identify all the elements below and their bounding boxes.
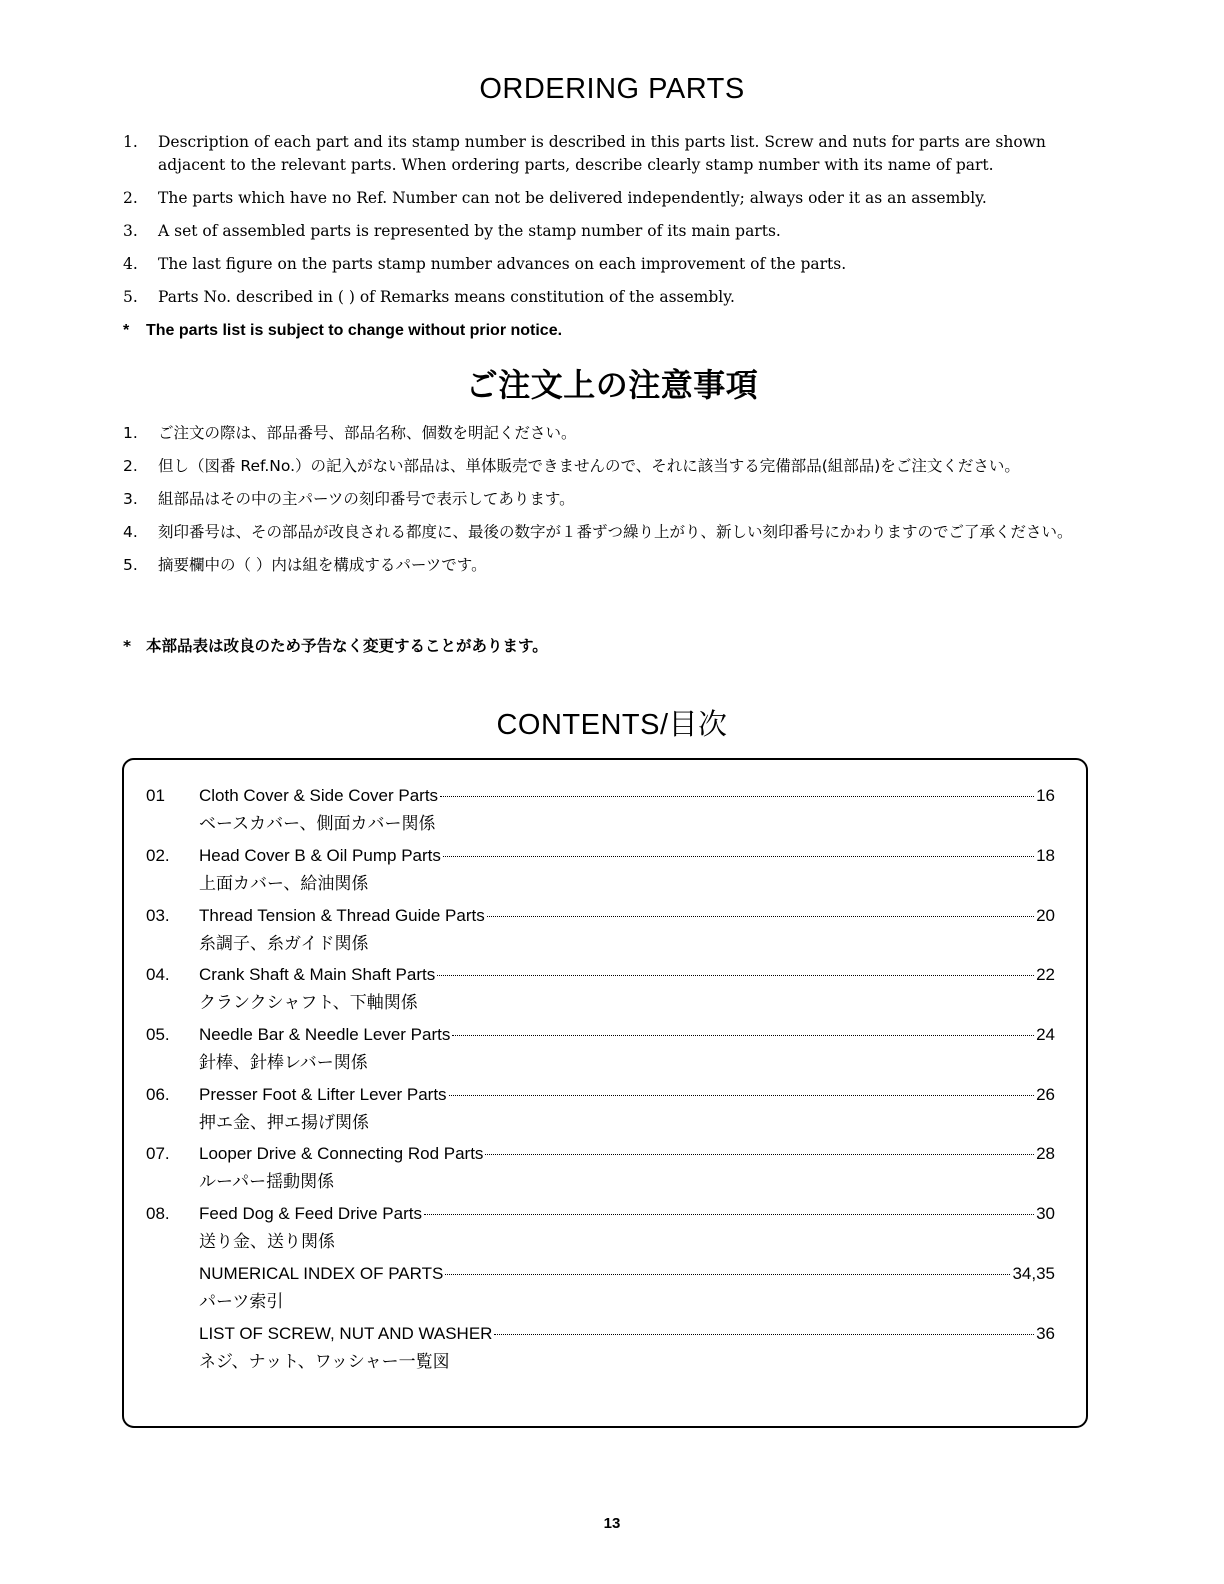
toc-title: Feed Dog & Feed Drive Parts: [199, 1204, 422, 1223]
toc-title: Crank Shaft & Main Shaft Parts: [199, 965, 436, 984]
notice-jp: [123, 634, 548, 656]
toc-leader-dots: [485, 1153, 1034, 1155]
toc-page: 36: [1036, 1324, 1055, 1343]
toc-title: Thread Tension & Thread Guide Parts: [199, 906, 485, 925]
toc-title: Looper Drive & Connecting Rod Parts: [199, 1144, 484, 1163]
list-item: [123, 131, 1098, 177]
item-number: 3.: [123, 490, 138, 508]
toc-title-jp: 針棒、針棒レバー関係: [199, 1053, 368, 1073]
list-item: [123, 455, 1098, 478]
toc-title-jp: ルーパー揺動関係: [199, 1172, 335, 1192]
toc-number: 08.: [146, 1204, 170, 1223]
asterisk: *: [123, 637, 132, 655]
ordering-parts-title-jp: ご注文上の注意事項: [465, 366, 759, 404]
toc-page: 24: [1036, 1025, 1055, 1044]
table-of-contents: [122, 758, 1088, 1428]
item-text: Parts No. described in ( ) of Remarks means constitution of the assembly.: [158, 288, 735, 306]
toc-leader-dots: [440, 795, 1034, 797]
list-item: [123, 286, 1098, 309]
toc-title-jp: 糸調子、糸ガイド関係: [199, 934, 369, 954]
toc-title-jp: 押エ金、押エ揚げ関係: [199, 1113, 369, 1133]
toc-page: 28: [1036, 1144, 1055, 1163]
toc-title-jp: ネジ、ナット、ワッシャー一覧図: [199, 1352, 450, 1372]
toc-number: 01: [146, 786, 165, 805]
toc-leader-dots: [437, 974, 1034, 976]
toc-number: 04.: [146, 965, 170, 984]
toc-number: 07.: [146, 1144, 170, 1163]
toc-page: 26: [1036, 1085, 1055, 1104]
ordering-list-en: [123, 131, 1098, 319]
toc-title-jp: クランクシャフト、下軸関係: [199, 993, 418, 1013]
toc-title: Cloth Cover & Side Cover Parts: [199, 786, 439, 805]
item-number: 5.: [123, 288, 138, 306]
list-item: [123, 521, 1098, 544]
item-text: 組部品はその中の主パーツの刻印番号で表示してあります。: [158, 490, 575, 508]
toc-title-jp: パーツ索引: [199, 1292, 284, 1312]
item-text: 刻印番号は、その部品が改良される都度に、最後の数字が１番ずつ繰り上がり、新しい刻印番号にかわりますのでご了承ください。: [158, 523, 1073, 541]
ordering-list-jp: [123, 422, 1098, 587]
item-number: 1.: [123, 424, 138, 442]
toc-number: 02.: [146, 846, 170, 865]
item-number: 5.: [123, 556, 138, 574]
asterisk: *: [123, 322, 130, 339]
toc-title: Head Cover B & Oil Pump Parts: [199, 846, 441, 865]
item-number: 4.: [123, 523, 138, 541]
toc-title: Needle Bar & Needle Lever Parts: [199, 1025, 451, 1044]
item-number: 2.: [123, 457, 138, 475]
toc-leader-dots: [452, 1034, 1034, 1036]
toc-number: 06.: [146, 1085, 170, 1104]
ordering-parts-title: ORDERING PARTS: [479, 73, 745, 105]
toc-title: LIST OF SCREW, NUT AND WASHER: [199, 1324, 493, 1343]
list-item: [123, 253, 1098, 276]
item-text: ご注文の際は、部品番号、部品名称、個数を明記ください。: [158, 424, 577, 442]
toc-number: 05.: [146, 1025, 170, 1044]
item-text: A set of assembled parts is represented by the stamp number of its main parts.: [158, 222, 781, 240]
toc-title-jp: ベースカバー、側面カバー関係: [199, 814, 436, 834]
toc-leader-dots: [445, 1273, 1010, 1275]
contents-title: CONTENTS/目次: [496, 709, 728, 741]
item-number: 3.: [123, 222, 138, 240]
list-item: [123, 554, 1098, 577]
item-number: 4.: [123, 255, 138, 273]
item-number: 2.: [123, 189, 138, 207]
toc-title-jp: 送り金、送り関係: [199, 1232, 335, 1252]
toc-number: 03.: [146, 906, 170, 925]
item-number: 1.: [123, 133, 138, 151]
toc-page: 30: [1036, 1204, 1055, 1223]
item-text: 摘要欄中の（ ）内は組を構成するパーツです。: [158, 556, 487, 574]
notice-en: [123, 322, 562, 340]
toc-leader-dots: [424, 1213, 1034, 1215]
page-number: 13: [603, 1515, 621, 1532]
list-item: [123, 187, 1098, 210]
toc-page: 18: [1036, 846, 1055, 865]
notice-text: The parts list is subject to change without prior notice.: [146, 322, 563, 339]
toc-page: 16: [1036, 786, 1055, 805]
list-item: [123, 422, 1098, 445]
item-text: The last figure on the parts stamp number advances on each improvement of the parts.: [158, 255, 847, 273]
toc-page: 20: [1036, 906, 1055, 925]
toc-title-jp: 上面カバー、給油関係: [199, 874, 369, 894]
item-text: Description of each part and its stamp number is described in this parts list. Screw and nuts for parts are shown adjacent to the relevant parts. When ordering parts, describe clearly stamp number with its name of part.: [158, 133, 1046, 174]
toc-page: 22: [1036, 965, 1055, 984]
toc-title: Presser Foot & Lifter Lever Parts: [199, 1085, 447, 1104]
notice-text: 本部品表は改良のため予告なく変更することがあります。: [146, 637, 548, 655]
list-item: [123, 220, 1098, 243]
toc-leader-dots: [449, 1094, 1035, 1096]
toc-page: 34,35: [1012, 1264, 1055, 1283]
item-text: The parts which have no Ref. Number can not be delivered independently; always oder it as an assembly.: [158, 189, 987, 207]
list-item: [123, 488, 1098, 511]
toc-title: NUMERICAL INDEX OF PARTS: [199, 1264, 444, 1283]
toc-leader-dots: [487, 915, 1034, 917]
item-text: 但し（図番 Ref.No.）の記入がない部品は、単体販売できませんので、それに該当する完備部品(組部品)をご注文ください。: [158, 457, 1020, 475]
toc-leader-dots: [494, 1333, 1034, 1335]
toc-leader-dots: [443, 855, 1034, 857]
